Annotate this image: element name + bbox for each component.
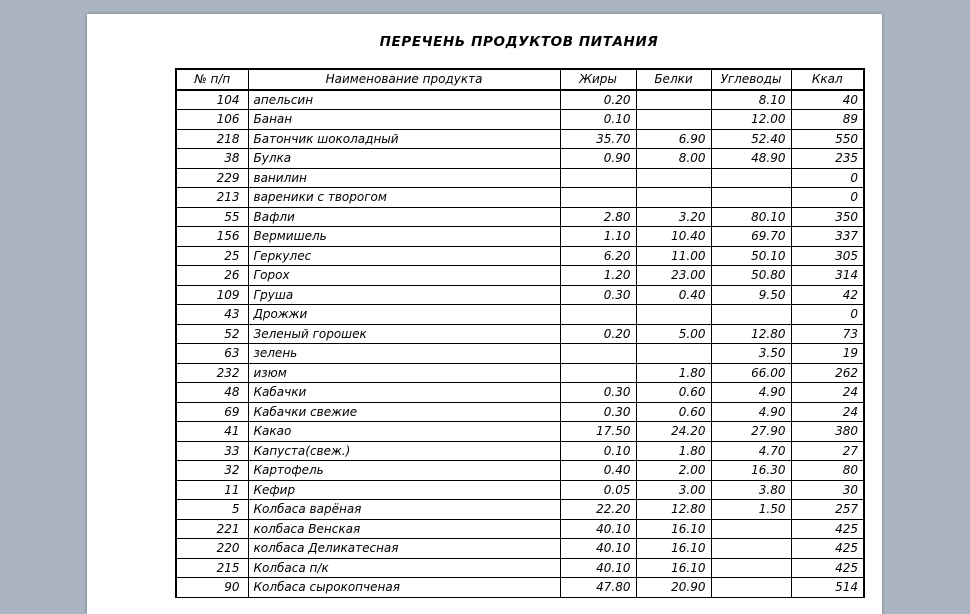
protein-cell	[636, 168, 711, 188]
fat-cell	[560, 188, 636, 208]
table-row	[176, 539, 864, 559]
carbs-cell: 66.00	[711, 363, 791, 383]
kcal-cell: 27	[791, 441, 864, 461]
table-row	[176, 168, 864, 188]
kcal-cell: 24	[791, 383, 864, 403]
kcal-cell: 257	[791, 500, 864, 520]
row-number-cell: 48	[176, 383, 248, 403]
carbs-cell: 12.80	[711, 324, 791, 344]
kcal-cell: 350	[791, 207, 864, 227]
row-number-cell: 26	[176, 266, 248, 286]
product-name-cell: Груша	[248, 285, 560, 305]
kcal-cell: 73	[791, 324, 864, 344]
carbs-cell	[711, 558, 791, 578]
protein-cell: 16.10	[636, 539, 711, 559]
row-number-cell: 11	[176, 480, 248, 500]
fat-cell: 0.10	[560, 110, 636, 130]
table-row	[176, 188, 864, 208]
table-row	[176, 227, 864, 247]
table-row	[176, 90, 864, 110]
carbs-cell: 4.90	[711, 383, 791, 403]
fat-cell: 1.10	[560, 227, 636, 247]
carbs-cell: 27.90	[711, 422, 791, 442]
table-row	[176, 246, 864, 266]
carbs-cell: 12.00	[711, 110, 791, 130]
fat-cell: 0.40	[560, 461, 636, 481]
products-table	[175, 68, 865, 598]
kcal-cell: 380	[791, 422, 864, 442]
row-number-cell: 55	[176, 207, 248, 227]
kcal-cell: 42	[791, 285, 864, 305]
product-name-cell: изюм	[248, 363, 560, 383]
fat-cell: 0.20	[560, 324, 636, 344]
table-row	[176, 266, 864, 286]
table-row	[176, 149, 864, 169]
table-row	[176, 441, 864, 461]
protein-cell	[636, 110, 711, 130]
protein-cell: 11.00	[636, 246, 711, 266]
kcal-cell: 425	[791, 539, 864, 559]
column-header-fat: Жиры	[560, 69, 636, 90]
product-name-cell: вареники с творогом	[248, 188, 560, 208]
product-name-cell: Геркулес	[248, 246, 560, 266]
product-name-cell: колбаса Венская	[248, 519, 560, 539]
carbs-cell: 4.90	[711, 402, 791, 422]
fat-cell: 40.10	[560, 558, 636, 578]
protein-cell: 1.80	[636, 441, 711, 461]
row-number-cell: 33	[176, 441, 248, 461]
fat-cell: 40.10	[560, 539, 636, 559]
kcal-cell: 305	[791, 246, 864, 266]
document-page	[87, 14, 882, 614]
carbs-cell: 16.30	[711, 461, 791, 481]
kcal-cell: 514	[791, 578, 864, 598]
carbs-cell: 3.50	[711, 344, 791, 364]
kcal-cell: 80	[791, 461, 864, 481]
carbs-cell: 69.70	[711, 227, 791, 247]
protein-cell: 16.10	[636, 519, 711, 539]
kcal-cell: 19	[791, 344, 864, 364]
protein-cell: 12.80	[636, 500, 711, 520]
product-name-cell: Капуста(свеж.)	[248, 441, 560, 461]
fat-cell: 0.05	[560, 480, 636, 500]
product-name-cell: Колбаса варёная	[248, 500, 560, 520]
row-number-cell: 106	[176, 110, 248, 130]
product-name-cell: Булка	[248, 149, 560, 169]
kcal-cell: 40	[791, 90, 864, 110]
row-number-cell: 104	[176, 90, 248, 110]
row-number-cell: 25	[176, 246, 248, 266]
kcal-cell: 89	[791, 110, 864, 130]
protein-cell: 0.60	[636, 402, 711, 422]
carbs-cell	[711, 168, 791, 188]
table-row	[176, 402, 864, 422]
carbs-cell: 9.50	[711, 285, 791, 305]
table-row	[176, 363, 864, 383]
row-number-cell: 52	[176, 324, 248, 344]
fat-cell	[560, 168, 636, 188]
row-number-cell: 38	[176, 149, 248, 169]
kcal-cell: 235	[791, 149, 864, 169]
kcal-cell: 337	[791, 227, 864, 247]
fat-cell	[560, 344, 636, 364]
row-number-cell: 221	[176, 519, 248, 539]
carbs-cell: 8.10	[711, 90, 791, 110]
row-number-cell: 156	[176, 227, 248, 247]
table-row	[176, 500, 864, 520]
protein-cell: 0.40	[636, 285, 711, 305]
protein-cell: 8.00	[636, 149, 711, 169]
fat-cell: 0.30	[560, 402, 636, 422]
protein-cell: 3.00	[636, 480, 711, 500]
carbs-cell: 48.90	[711, 149, 791, 169]
carbs-cell: 3.80	[711, 480, 791, 500]
product-name-cell: ванилин	[248, 168, 560, 188]
protein-cell: 24.20	[636, 422, 711, 442]
product-name-cell: Колбаса п/к	[248, 558, 560, 578]
product-name-cell: апельсин	[248, 90, 560, 110]
product-name-cell: Кефир	[248, 480, 560, 500]
row-number-cell: 232	[176, 363, 248, 383]
product-name-cell: Зеленый горошек	[248, 324, 560, 344]
product-name-cell: Колбаса сырокопченая	[248, 578, 560, 598]
fat-cell: 0.10	[560, 441, 636, 461]
carbs-cell	[711, 578, 791, 598]
table-row	[176, 324, 864, 344]
row-number-cell: 215	[176, 558, 248, 578]
column-header-protein: Белки	[636, 69, 711, 90]
fat-cell: 40.10	[560, 519, 636, 539]
product-name-cell: Банан	[248, 110, 560, 130]
carbs-cell: 1.50	[711, 500, 791, 520]
fat-cell: 17.50	[560, 422, 636, 442]
fat-cell: 2.80	[560, 207, 636, 227]
table-row	[176, 461, 864, 481]
kcal-cell: 425	[791, 558, 864, 578]
kcal-cell: 0	[791, 305, 864, 325]
protein-cell	[636, 344, 711, 364]
product-name-cell: Кабачки свежие	[248, 402, 560, 422]
protein-cell: 20.90	[636, 578, 711, 598]
column-header-number: № п/п	[176, 69, 248, 90]
column-header-product-name: Наименование продукта	[248, 69, 560, 90]
table-row	[176, 422, 864, 442]
table-row	[176, 519, 864, 539]
carbs-cell: 52.40	[711, 129, 791, 149]
protein-cell: 1.80	[636, 363, 711, 383]
product-name-cell: Вафли	[248, 207, 560, 227]
kcal-cell: 550	[791, 129, 864, 149]
fat-cell: 0.20	[560, 90, 636, 110]
carbs-cell	[711, 188, 791, 208]
product-name-cell: Картофель	[248, 461, 560, 481]
table-row	[176, 344, 864, 364]
carbs-cell	[711, 305, 791, 325]
protein-cell	[636, 188, 711, 208]
row-number-cell: 229	[176, 168, 248, 188]
fat-cell: 6.20	[560, 246, 636, 266]
fat-cell: 0.30	[560, 383, 636, 403]
table-row	[176, 578, 864, 598]
protein-cell: 0.60	[636, 383, 711, 403]
kcal-cell: 0	[791, 188, 864, 208]
protein-cell	[636, 90, 711, 110]
fat-cell	[560, 305, 636, 325]
table-row	[176, 207, 864, 227]
protein-cell: 2.00	[636, 461, 711, 481]
protein-cell	[636, 305, 711, 325]
row-number-cell: 63	[176, 344, 248, 364]
carbs-cell	[711, 519, 791, 539]
document-title: ПЕРЕЧЕНЬ ПРОДУКТОВ ПИТАНИЯ	[379, 34, 659, 50]
protein-cell: 10.40	[636, 227, 711, 247]
table-row	[176, 480, 864, 500]
carbs-cell: 80.10	[711, 207, 791, 227]
fat-cell: 47.80	[560, 578, 636, 598]
row-number-cell: 220	[176, 539, 248, 559]
protein-cell: 23.00	[636, 266, 711, 286]
product-name-cell: Какао	[248, 422, 560, 442]
column-header-kcal: Ккал	[791, 69, 864, 90]
column-header-carbs: Углеводы	[711, 69, 791, 90]
row-number-cell: 109	[176, 285, 248, 305]
table-header-row	[176, 69, 864, 90]
carbs-cell	[711, 539, 791, 559]
carbs-cell: 50.10	[711, 246, 791, 266]
kcal-cell: 314	[791, 266, 864, 286]
kcal-cell: 24	[791, 402, 864, 422]
table-row	[176, 305, 864, 325]
row-number-cell: 213	[176, 188, 248, 208]
kcal-cell: 0	[791, 168, 864, 188]
table-row	[176, 129, 864, 149]
kcal-cell: 262	[791, 363, 864, 383]
fat-cell: 0.30	[560, 285, 636, 305]
row-number-cell: 69	[176, 402, 248, 422]
protein-cell: 3.20	[636, 207, 711, 227]
product-name-cell: Кабачки	[248, 383, 560, 403]
row-number-cell: 32	[176, 461, 248, 481]
product-name-cell: Горох	[248, 266, 560, 286]
fat-cell: 0.90	[560, 149, 636, 169]
protein-cell: 16.10	[636, 558, 711, 578]
carbs-cell: 50.80	[711, 266, 791, 286]
fat-cell: 1.20	[560, 266, 636, 286]
product-name-cell: зелень	[248, 344, 560, 364]
kcal-cell: 425	[791, 519, 864, 539]
fat-cell: 22.20	[560, 500, 636, 520]
row-number-cell: 90	[176, 578, 248, 598]
row-number-cell: 41	[176, 422, 248, 442]
table-row	[176, 285, 864, 305]
product-name-cell: Дрожжи	[248, 305, 560, 325]
carbs-cell: 4.70	[711, 441, 791, 461]
fat-cell	[560, 363, 636, 383]
table-body	[176, 90, 864, 598]
product-name-cell: Вермишель	[248, 227, 560, 247]
protein-cell: 6.90	[636, 129, 711, 149]
row-number-cell: 218	[176, 129, 248, 149]
kcal-cell: 30	[791, 480, 864, 500]
product-name-cell: Батончик шоколадный	[248, 129, 560, 149]
protein-cell: 5.00	[636, 324, 711, 344]
product-name-cell: колбаса Деликатесная	[248, 539, 560, 559]
table-row	[176, 558, 864, 578]
table-row	[176, 110, 864, 130]
row-number-cell: 43	[176, 305, 248, 325]
table-row	[176, 383, 864, 403]
row-number-cell: 5	[176, 500, 248, 520]
fat-cell: 35.70	[560, 129, 636, 149]
